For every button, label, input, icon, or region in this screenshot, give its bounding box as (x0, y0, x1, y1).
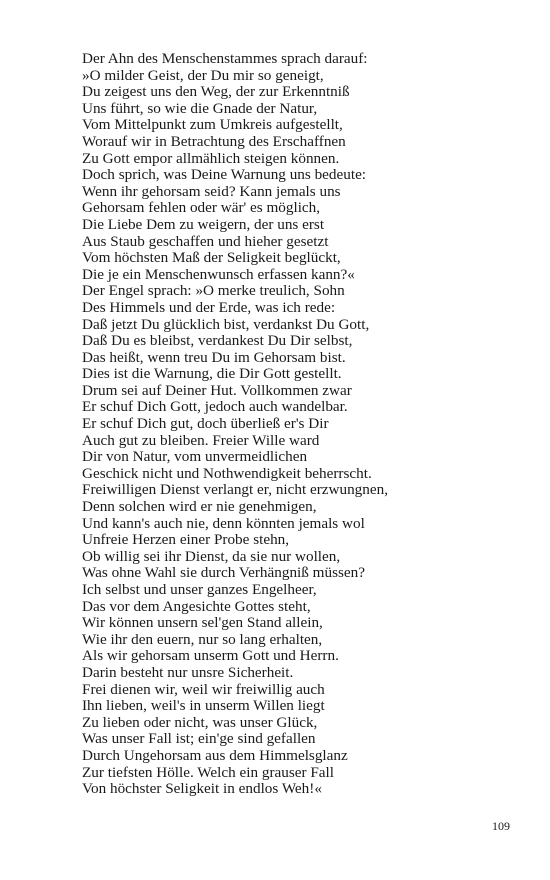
poem-line: Der Engel sprach: »O merke treulich, Sohn (82, 282, 345, 300)
poem-line: Denn solchen wird er nie genehmigen, (82, 498, 317, 516)
poem-line: Darin besteht nur unsre Sicherheit. (82, 663, 294, 681)
poem-line: Des Himmels und der Erde, was ich rede: (82, 298, 336, 316)
poem-line: Worauf wir in Betrachtung des Erschaffnen (82, 132, 346, 150)
poem-line: Wie ihr den euern, nur so lang erhalten, (82, 630, 323, 648)
poem-line: Auch gut zu bleiben. Freier Wille ward (82, 431, 320, 449)
poem-line: Wenn ihr gehorsam seid? Kann jemals uns (82, 182, 341, 200)
poem-line: Das vor dem Angesichte Gottes steht, (82, 597, 311, 615)
page-number: 109 (492, 819, 510, 833)
poem-line: Drum sei auf Deiner Hut. Vollkommen zwar (82, 381, 352, 399)
poem-line: Zu lieben oder nicht, was unser Glück, (82, 713, 318, 731)
poem-text (82, 51, 522, 798)
poem-line: Dies ist die Warnung, die Dir Gott gestellt. (82, 365, 342, 383)
poem-line: Doch sprich, was Deine Warnung uns bedeute: (82, 166, 367, 184)
poem-line: Dir von Natur, vom unvermeidlichen (82, 448, 308, 466)
poem-line: Ich selbst und unser ganzes Engelheer, (82, 581, 317, 598)
poem-line: Daß jetzt Du glücklich bist, verdankst Du Gott, (82, 315, 370, 333)
poem-line: Unfreie Herzen einer Probe stehn, (82, 531, 290, 549)
poem-line: Du zeigest uns den Weg, der zur Erkenntniß (82, 83, 350, 101)
poem-line: Zur tiefsten Hölle. Welch ein grauser Fall (82, 763, 334, 781)
poem-line: Ob willig sei ihr Dienst, da sie nur wollen, (82, 547, 341, 565)
poem-line: Die je ein Menschenwunsch erfassen kann?« (82, 265, 355, 283)
poem-line: Wir können unsern sel'gen Stand allein, (82, 614, 323, 632)
poem-line: Uns führt, so wie die Gnade der Natur, (82, 99, 318, 117)
poem-line: Daß Du es bleibst, verdankest Du Dir selbst, (82, 332, 353, 350)
poem-line: Freiwilligen Dienst verlangt er, nicht erzwungnen, (82, 481, 389, 499)
poem-line: Was unser Fall ist; ein'ge sind gefallen (82, 730, 316, 748)
poem-line: Als wir gehorsam unserm Gott und Herrn. (82, 647, 339, 665)
poem-line: Die Liebe Dem zu weigern, der uns erst (82, 215, 325, 233)
poem-line: Vom höchsten Maß der Seligkeit beglückt, (82, 249, 341, 267)
poem-line: Aus Staub geschaffen und hieher gesetzt (82, 232, 329, 250)
poem-line: Er schuf Dich gut, doch überließ er's Dir (82, 415, 329, 433)
poem-line: Gehorsam fehlen oder wär' es möglich, (82, 199, 321, 217)
poem-line: Vom Mittelpunkt zum Umkreis aufgestellt, (82, 116, 343, 134)
poem-line: Er schuf Dich Gott, jedoch auch wandelbar. (82, 398, 348, 416)
poem-line: Geschick nicht und Nothwendigkeit beherrscht. (82, 464, 372, 482)
poem-line: Das heißt, wenn treu Du im Gehorsam bist. (82, 348, 346, 366)
poem-line: Und kann's auch nie, denn könnten jemals wol (82, 514, 365, 532)
poem-line: Ihn lieben, weil's in unserm Willen liegt (82, 697, 325, 715)
poem-line: Durch Ungehorsam aus dem Himmelsglanz (82, 746, 348, 764)
poem-line: Von höchster Seligkeit in endlos Weh!« (82, 780, 322, 798)
poem-line: Zu Gott empor allmählich steigen können. (82, 149, 340, 167)
poem-line: Frei dienen wir, weil wir freiwillig auch (82, 680, 325, 698)
poem-line: »O milder Geist, der Du mir so geneigt, (82, 66, 324, 84)
poem-line: Der Ahn des Menschenstammes sprach darauf: (82, 50, 368, 67)
poem-line: Was ohne Wahl sie durch Verhängniß müssen? (82, 564, 365, 582)
